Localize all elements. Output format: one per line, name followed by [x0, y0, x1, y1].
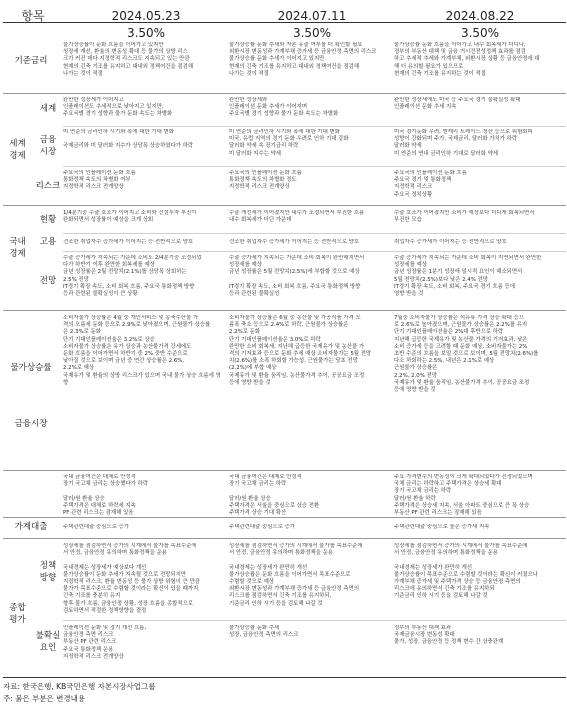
- cell-fin-market-1: 국내 금융여건은 대체로 안정적 장기 국고채 금리는 상승했다가 하락 달러/원 환율 상승 주택가격은 대체로 하락세 지속 PF 관련 리스크는 잠재해 있음: [63, 474, 148, 517]
- category-overall: 종합 평가: [9, 603, 26, 625]
- cell-outlook-1: 수출 증가세가 지속되는 가운데 소비도 2/4분기중 조정되었 다가 하반기 이후 완만한 회복세를 예상 금년 성장률은 2월 전망치(2.1%)를 상당폭 상회하는 2.5% 전망 IT경기 확장 속도, 소비 회복 흐름, 주요국 통화정책 방향 등과 관련된 불확실성이 큰 상황: [63, 255, 202, 298]
- row-divider: [3, 310, 566, 311]
- category-global: 세계: [39, 104, 57, 114]
- cell-uncertainty-3: 정부의 부동산 대책 효과 국제금융시장 변동성 확대 물가, 성장, 금융안정 등 정책 변수 간 상충관계: [394, 625, 504, 646]
- category-financial-market: 금융시장: [14, 419, 48, 429]
- header-date-2: 2024.07.11: [277, 9, 347, 23]
- row-divider: [3, 470, 566, 471]
- row-divider: [3, 205, 566, 206]
- cell-inflation-2: 소비자물가 상승률은 6월 중 농산물 및 가공식품 가격 오 름폭 축소 등으로 2.4%로 하락, 근원물가 상승률은 2.2%로 둔화 단기 기대인플레이션율은 3.0%로 하락 완만한 소비 회복세, 지난해 급등한 국제유가 및 농산물 가 격의 기저효과 등으로 둔화 추세 예상 소비자물가는 5월 전망 치(2.6%)를 소폭 하회할 가능성, 근원물가는 당초 전망 (2.2%)에 부합 예상 국제유가 및 환율 움직임, 농산물가격 추이, 공공요금 조정 등에 영향 받을 것: [229, 315, 372, 386]
- cell-household-2: 주택관련대출 중심으로 증가: [229, 524, 295, 530]
- category-outlook: 전망: [39, 276, 57, 286]
- row-divider: [3, 517, 566, 518]
- category-risk: 리스크: [35, 181, 61, 191]
- source-note: 자료: 한국은행, KB국민은행 자본시장사업그룹: [3, 682, 156, 691]
- category-base-rate: 기준금리: [14, 56, 48, 66]
- cell-risk-1: 주요국의 인플레이션 둔화 흐름 통화정책 속도의 차별화 여부 지정학적 리스크 전개양상: [63, 170, 136, 191]
- cell-inflation-1: 소비자물가 상승률은 4월 중 개인서비스 및 농축수산물 가 격의 오름세 둔화 등으로 2.9%로 낮아졌으며, 근원물가 상승률 은 2.3%로 둔화 단기 기대인플레이션율은 3.2%로 상승 소비자물가 상승률은 유가 상승과 농산물가격 강세에도 둔화 흐름을 이어가면서 하반기 중 2% 중반 수준으로 낮아질 것으로 보이며 금년 중 연간 상승률은 2.6%, 2.2%로 예상 국제유가 및 환율의 상방 리스크가 있으며 국내 물가 상승 흐름에 영향: [63, 315, 221, 386]
- cell-uncertainty-1: 인플레이션 둔화 및 경기 개선 흐름, 금융안정 측면 리스크 부동산 PF 관련 리스크 주요국 통화정책 운용 지정학적 리스크 전개양상: [63, 625, 147, 660]
- row-divider: [63, 166, 566, 167]
- cell-inflation-3: 7월중 소비자물가 상승률은 석유류 가격 상승 확대 등으 로 2.6%로 높아졌으며, 근원물가 상승률은 2.2%를 유지 단기 기대인플레이션율은 2%대 후반으로 하락 지난해 급등한 국제유가 및 농산물 가격의 기저효과, 낮은 소비 증가세 등을 고려할 때 둔화 예상, 소비자물가는 2% 초반 수준의 흐름을 보일 것으로 보이며, 5월 전망치(2.6%)를 다소 하회하는 2.5%, 내년은 2.1%로 예상 근원물가 상승률은 2.2%, 2.0% 전망 국제유가 및 환율 움직임, 농산물가격 추이, 공공요금 조정 등에 영향 받을 것: [394, 315, 539, 394]
- category-uncertainty: 불확실 요인: [35, 631, 61, 653]
- cell-employment-1: 견조한 취업자수 증가세가 이어지는 등 전반적으로 양호: [63, 239, 194, 245]
- cell-fin-market-2: 국내 금융여건은 대체로 안정적 장기 국고채 금리는 하락 달러/원 환율 상승 주택가격은 서울을 중심으로 상승 전환 주택가격 상승 기대 확산: [229, 474, 320, 517]
- rate-2: 3.50%: [292, 26, 332, 40]
- cell-current-1: 1/4분기중 수출 호조가 이어지고 소비와 건설투자 부진이 완화되면서 성장률이 예상을 크게 상회: [63, 210, 197, 224]
- header-date-3: 2024.08.22: [445, 9, 515, 23]
- footnote: 주: 붉은 부분은 변경내용: [3, 694, 86, 703]
- cell-household-1: 주택관련대출 중심으로 증가: [63, 524, 129, 530]
- category-current: 현황: [39, 215, 57, 225]
- cell-employment-2: 견조한 취업자수 증가세가 이어지는 등 전반적으로 양호: [229, 239, 360, 245]
- category-inflation: 물가상승률: [10, 363, 52, 373]
- cell-global-2: 완만한 성장세와 인플레이션 둔화 추세가 이어지며 주요국별 경기 성향과 물가 둔화 속도는 차별화: [229, 97, 339, 118]
- cell-policy-3: 성장세를 점검하면서 증가의 시계에서 물가를 목표수준에 서 안정, 금융안정 유의하며 통화정책을 운용 국내경제는 성장세가 완만히 개선 물가상승률이 목표수준으로 수렴할 것이라는 확신이 커졌으나 가계부채 증가세 및 주택가격 상승 등 금융안정 측면의 리스크에 유의하면서 긴축 기조를 유지하되 기준금리 인하 시기 등을 검토해 나갈 것: [394, 543, 538, 600]
- row-divider: [63, 233, 566, 234]
- cell-finance-2: 미 연준의 금리인하 시기와 폭에 대한 기대 변화 미국, 유럽 지역의 경기 둔화 우려로 인하 기대 강화 달러화 약세 속 장기금리 하락 미 달러화 지수는 약세: [229, 129, 349, 157]
- cell-global-3: 완만한 성장세에도 미국 등 주요국 경기 불확실성 확대 인플레이션 둔화 추세 지속: [394, 97, 521, 111]
- cell-fin-market-3: 주요 가격변수의 변동성이 크게 확대되었다가 진정되었으며 국채 금리는 하락하고 주택가격은 상승세 확대 장기 국고채 금리는 하락 달러/원 환율 하락 주택가격은 상승세 지속, 서울 아파트 중심으로 큰 폭 상승 부동산 PF 관련 리스크는 잠재해 있음: [394, 474, 533, 517]
- rate-3: 3.50%: [460, 26, 500, 40]
- category-household-loans: 가계대출: [14, 522, 48, 532]
- cell-outlook-3: 수출 증가세가 지속되는 가운데 소비 회복이 지연되면서 완만한 성장세를 예상 금년 성장률은 1분기 성장에 일시적 요인이 해소되면서 5월 전망치(2.5%)보다 낮은 2.4% 전망 IT경기 확장 속도, 소비 회복, 주요국 경기 흐름 등에 영향 받을 것: [394, 255, 542, 298]
- row-divider: [63, 126, 566, 127]
- cell-base-rate-2: 물가상승률 둔화 추세와 자본 유출 여부를 더 확인할 필요 외환시장 변동성과 가계부채 증가세 등 금융안정 측면의 리스크 물가상승률 둔화 추세가 이어지고 있지만 현재의 긴축 기조를 유지하고 대내외 정책여건을 점검해 나가는 것이 적절: [229, 42, 377, 77]
- cell-risk-3: 주요국의 인플레이션 둔화 흐름 주요국 경기 및 통화정책 지정학적 리스크 주요국 정치상황: [394, 170, 467, 198]
- cell-finance-3: 미국 경기둔화 우려, 엔캐리 트레이드 청산 등으로 위험회피 성향이 강화되며 주가, 국제금리, 달러화 가치가 하락 달러화 약세 미 연준의 연내 금리인하 기대로 달러화 약세: [394, 129, 533, 157]
- header-divider: [3, 22, 566, 23]
- cell-current-2: 수출 개선세가 이어졌지만 내수가 조정되면서 부진한 흐름 내수 회복세가 더딘 가운데: [229, 210, 365, 224]
- category-global-economy: 세계 경제: [9, 139, 26, 161]
- cell-household-3: 주택관련대출 중심으로 높은 증가세 지속: [394, 524, 490, 530]
- category-finance: 금융 시장: [39, 135, 57, 157]
- header-item: 항목: [21, 9, 45, 23]
- cell-risk-2: 주요국의 인플레이션 둔화 흐름 통화정책 속도의 차별화 정도 지정학적 리스크 전개양상: [229, 170, 302, 191]
- row-divider: [63, 620, 566, 621]
- row-divider: [3, 538, 566, 539]
- cell-base-rate-1: 물가상승률이 둔화 흐름을 이어가고 있지만 성장세 개선, 환율의 변동성 확대 등 물가의 상방 리스 크가 커진 데다 지정학적 리스크도 지속되고 있는 만큼 현재의 긴축 기조를 유지하고 대내외 정책여건을 점검해 나가는 것이 적절: [63, 42, 194, 77]
- category-employment: 고용: [39, 237, 57, 247]
- cell-policy-1: 성장세를 점검하면서 증가의 시계에서 물가를 목표수준에 서 안정, 금융안정 유의하며 통화정책을 운용 국내경제는 성장세가 예상보다 개선 물가상승률이 둔화 추세가 지속될 것으로 전망되지만 지정학적 리스크, 환율 변동성 등 물가 상방 위험이 큰 만큼 물가가 목표수준으로 수렴할 것이라는 확신이 있을 때까지 긴축 기조를 충분히 유지 향후 물가 흐름, 금융안정 상황, 성장 흐름을 종합적으로 검토하면서 적절한 정책방향을 결정: [63, 543, 200, 614]
- cell-uncertainty-2: 물가상승률 둔화 추세 성장, 금융안정 측면의 리스크: [229, 625, 299, 639]
- header-date-1: 2024.05.23: [111, 9, 181, 23]
- row-divider: [63, 251, 566, 252]
- cell-base-rate-3: 물가상승률 둔화 흐름을 이어가고 내수 회복세가 더디나, 정부의 부동산 대책 및 금융 거시건전성정책 효과를 점검 하고 추세적 추세와 가계부채, 외환시장 상황 등 금융안정에 대 해 더 유의할 필요가 있으므로 현재의 긴축 기조를 유지하는 것이 적절: [394, 42, 540, 77]
- cell-employment-3: 취업자수 증가세가 이어지는 등 전반적으로 양호: [394, 239, 507, 245]
- category-policy: 정책 방향: [39, 561, 57, 583]
- rate-1: 3.50%: [126, 26, 166, 40]
- row-divider: [3, 93, 566, 94]
- cell-global-1: 완만한 성장세가 이어지고 인플레이션도 추세적으로 낮아지고 있지만, 주요국별 경기 성향과 물가 둔화 속도는 차별화: [63, 97, 173, 118]
- cell-outlook-2: 수출 증가세가 지속되는 가운데 소비 회복이 완만해지면서 성장세를 예상 금년 성장률은 5월 전망치(2.5%)에 부합할 것으로 예상 IT경기 확장 속도, 소비 회복 흐름, 주요국 통화정책 방향 등과 관련된 불확실성: [229, 255, 365, 298]
- cell-policy-2: 성장세를 점검하면서 증가의 시계에서 물가를 목표수준에 서 안정, 금융안정 유의하며 통화정책을 운용 국내경제는 성장세가 완만히 개선 물가상승률은 둔화 흐름을 이어가면서 목표수준으로 수렴할 것으로 예상 외환시장 변동성과 가계부채 증가세 등 금융안정 측면의 리스크를 점검하면서 긴축 기조를 유지하되, 기준금리 인하 시기 등을 검토해 나갈 것: [229, 543, 363, 607]
- table-bottom-border: [3, 677, 566, 678]
- cell-current-3: 수출 호조가 이어졌지만 소비가 예상보다 더디게 회복되면서 부진한 모습: [394, 210, 535, 224]
- cell-finance-1: 미 연준의 금리인하 시기와 폭에 대한 기대 변화 국제금리와 미 달러화 지수가 상당폭 상승하였다가 하락: [63, 129, 194, 150]
- category-domestic-economy: 국내 경제: [9, 237, 26, 259]
